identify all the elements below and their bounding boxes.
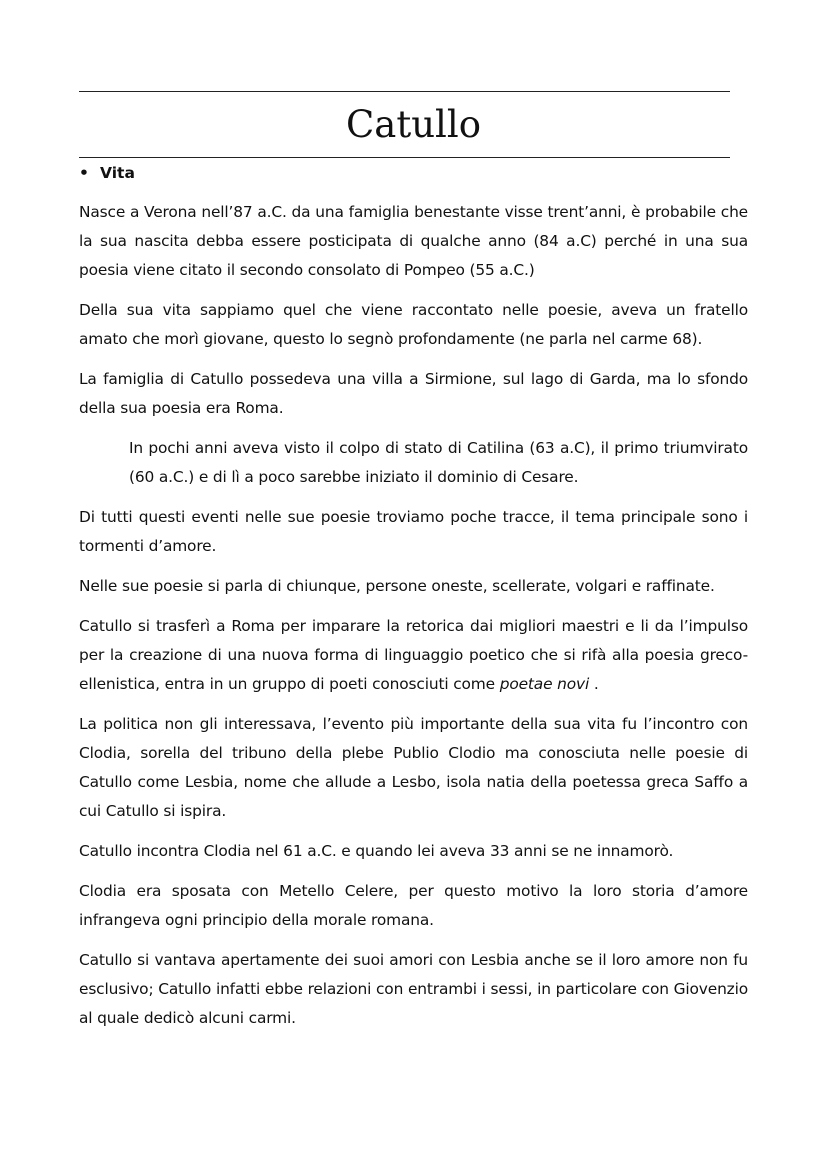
section-heading [79,161,135,185]
page-title: Catullo [345,103,481,146]
poetae-novi-term: poetae novi [499,675,590,693]
paragraph-subjects: Nelle sue poesie si parla di chiunque, persone oneste, scellerate, volgari e raffinate. [79,577,715,595]
paragraph-giovenzio: Catullo si vantava apertamente dei suoi amori con Lesbia anche se il loro amore non fu esclusivo; Catullo infatti ebbe relazioni con entrambi i sessi, in particolare con Giovenzio al quale dedicò alcuni carmi. [79,951,748,1027]
bullet-icon: • [79,164,89,182]
title-rule-bottom [79,157,730,158]
document-body [79,198,748,1044]
paragraph-rome-poetae-novi [79,612,748,699]
poetae-novi-text: Catullo si trasferì a Roma per imparare la retorica dai migliori maestri e li da l’impulso per la creazione di una nuova forma di linguaggio poetico che si rifà alla poesia greco-ellenistica, entra in un gruppo di poeti conosciuti come [79,617,748,693]
paragraph-historical-events: In pochi anni aveva visto il colpo di stato di Catilina (63 a.C), il primo triumvirato (60 a.C.) e di lì a poco sarebbe iniziato il dominio di Cesare. [129,439,748,486]
section-label: Vita [100,164,135,182]
paragraph-birth: Nasce a Verona nell’87 a.C. da una famiglia benestante visse trent’anni, è probabile che la sua nascita debba essere posticipata di qualche anno (84 a.C) perché in una sua poesia viene citato il secondo consolato di Pompeo (55 a.C.) [79,203,748,279]
paragraph-main-theme: Di tutti questi eventi nelle sue poesie troviamo poche tracce, il tema principale sono i tormenti d’amore. [79,508,748,555]
paragraph-meeting: Catullo incontra Clodia nel 61 a.C. e quando lei aveva 33 anni se ne innamorò. [79,842,674,860]
poetae-novi-after: . [589,675,599,693]
paragraph-metello: Clodia era sposata con Metello Celere, per questo motivo la loro storia d’amore infrangeva ogni principio della morale romana. [79,882,748,929]
paragraph-brother: Della sua vita sappiamo quel che viene raccontato nelle poesie, aveva un fratello amato che morì giovane, questo lo segnò profondamente (ne parla nel carme 68). [79,301,748,348]
title-rule-top [79,91,730,92]
paragraph-family-villa: La famiglia di Catullo possedeva una villa a Sirmione, sul lago di Garda, ma lo sfondo della sua poesia era Roma. [79,370,748,417]
paragraph-clodia-lesbia: La politica non gli interessava, l’evento più importante della sua vita fu l’incontro con Clodia, sorella del tribuno della plebe Publio Clodio ma conosciuta nelle poesie di Catullo come Lesbia, nome che allude a Lesbo, isola natia della poetessa greca Saffo a cui Catullo si ispira. [79,715,748,820]
